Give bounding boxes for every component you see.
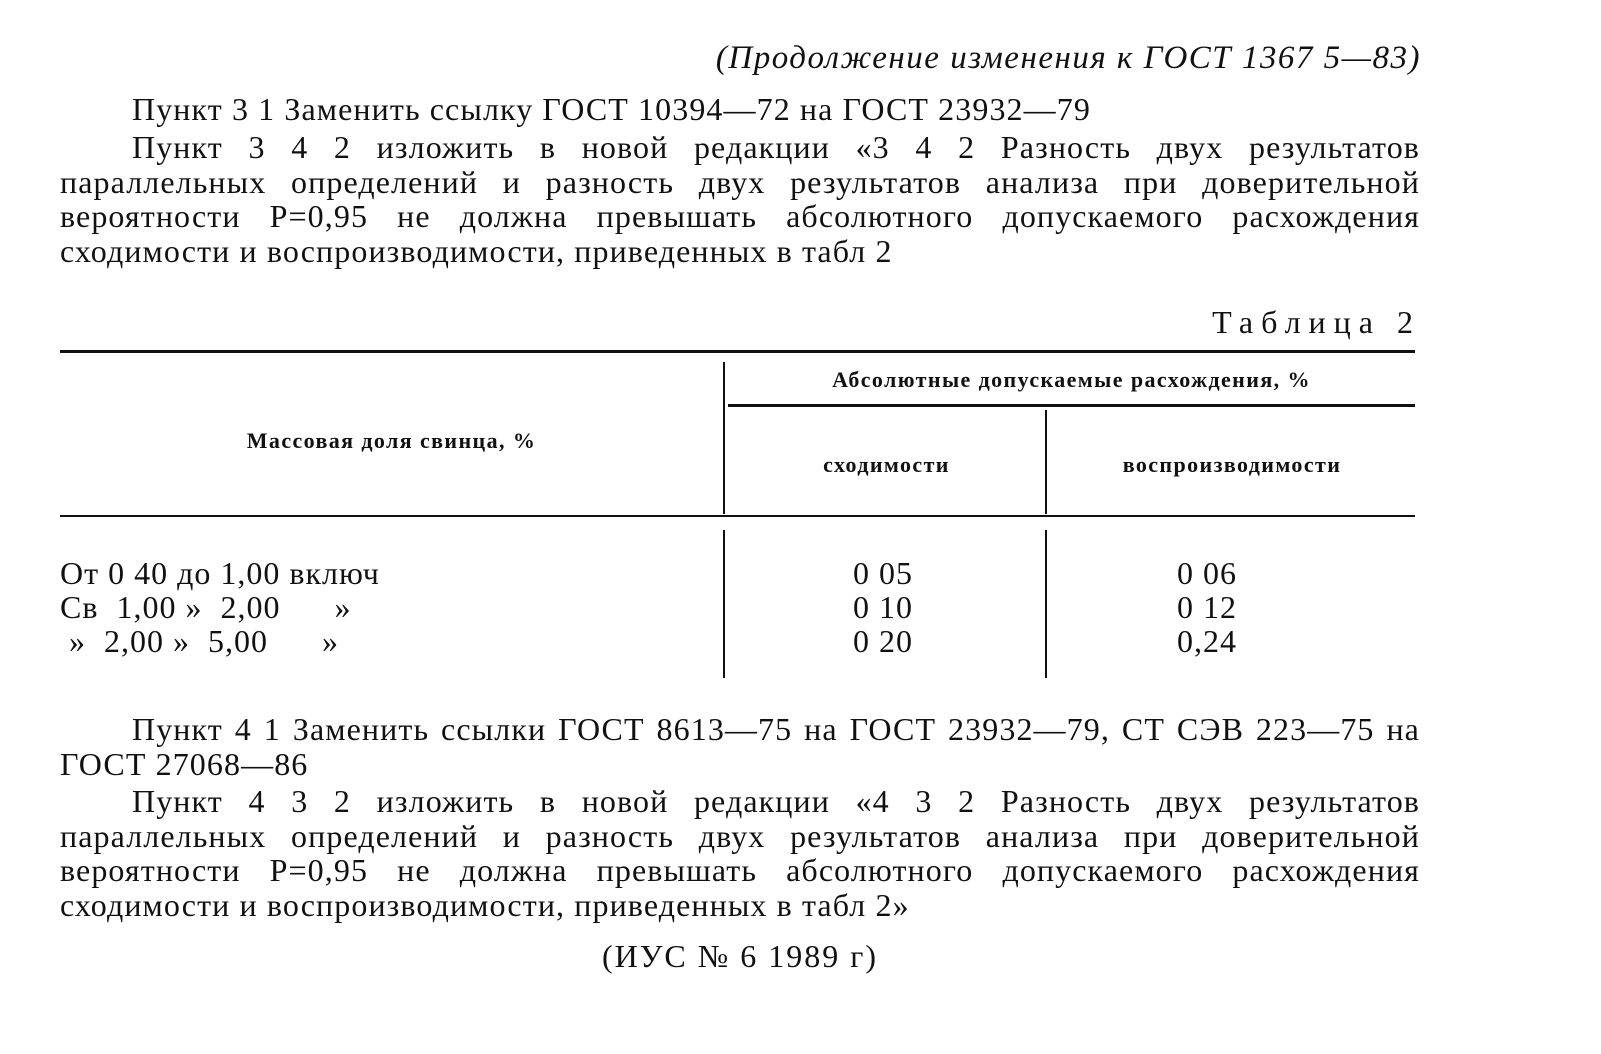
paragraph-clause-3-4-2 (60, 130, 1420, 268)
header-group-rule (728, 404, 1415, 407)
table-row-3-reproducibility: 0,24 (1177, 623, 1237, 659)
table-row-1-reproducibility: 0 06 (1177, 555, 1237, 591)
paragraph-clause-4-3-2 (60, 784, 1420, 922)
continuation-note: (Продолжение изменения к ГОСТ 1367 5—83) (715, 40, 1421, 76)
paragraph-clause-3-1 (60, 92, 1420, 127)
table-row-3-range: » 2,00 » 5,00 » (60, 623, 339, 659)
header-absolute-discrepancies: Абсолютные допускаемые расхождения, % (832, 367, 1311, 392)
header-bottom-rule (60, 515, 1415, 517)
table-title: Таблица 2 (1212, 304, 1421, 340)
table-row-2-reproducibility: 0 12 (1177, 589, 1237, 625)
paragraph-text: Пункт 4 1 Заменить ссылки ГОСТ 8613—75 на ГОСТ 23932—79, СТ СЭВ 223—75 на ГОСТ 27068—86 (60, 711, 1420, 782)
table-row-1-range: От 0 40 до 1,00 включ (60, 555, 380, 591)
paragraph-text: Пункт 4 3 2 изложить в новой редакции «4 3 2 Разность двух результатов параллельных определений и разность двух результатов анализа при доверительной вероятности P=0,95 не должна превышать абсолютного допускаемого расхождения сходимости и воспроизводимости, приведенных в табл 2» (60, 783, 1420, 923)
paragraph-text: Пункт 3 1 Заменить ссылку ГОСТ 10394—72 на ГОСТ 23932—79 (132, 91, 1091, 127)
paragraph-clause-4-1 (60, 712, 1420, 781)
table-row-2-range: Св 1,00 » 2,00 » (60, 589, 352, 625)
table-top-rule (60, 350, 1415, 353)
header-convergence: сходимости (823, 452, 950, 477)
table-row-3-convergence: 0 20 (853, 623, 913, 659)
table-row-2-convergence: 0 10 (853, 589, 913, 625)
column-divider-2-body (1045, 530, 1047, 678)
column-divider-1-body (723, 530, 725, 678)
header-reproducibility: воспроизводимости (1122, 452, 1342, 477)
source-reference: (ИУС № 6 1989 г) (601, 938, 879, 974)
column-divider-1 (723, 362, 725, 514)
table-row-1-convergence: 0 05 (853, 555, 913, 591)
header-mass-fraction: Массовая доля свинца, % (246, 428, 537, 453)
paragraph-text: Пункт 3 4 2 изложить в новой редакции «3 4 2 Разность двух результатов параллельных определений и разность двух результатов анализа при доверительной вероятности P=0,95 не должна превышать абсолютного допускаемого расхождения сходимости и воспроизводимости, приведенных в табл 2 (60, 129, 1420, 269)
